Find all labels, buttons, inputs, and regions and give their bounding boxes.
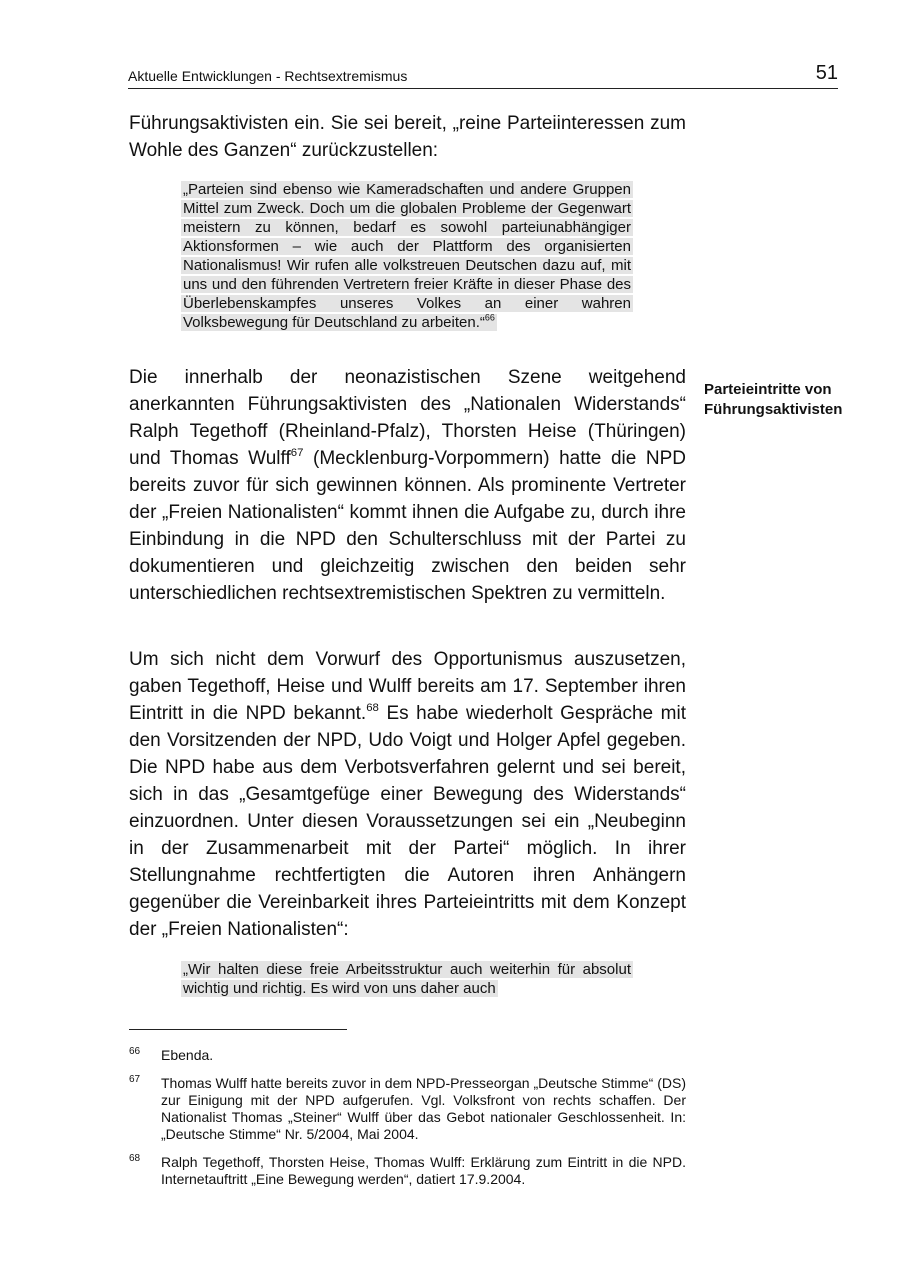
running-title: Aktuelle Entwicklungen - Rechtsextremismus [128, 68, 408, 84]
footnote-text: Ebenda. [161, 1047, 214, 1063]
quote-2-highlight [181, 961, 633, 997]
footnote-number: 66 [129, 1046, 141, 1057]
footnote-text: Ralph Tegethoff, Thorsten Heise, Thomas Wulff: Erklärung zum Eintritt in die NPD. Internetauftritt „Eine Bewegung werden“, datiert 17.9.2004. [161, 1154, 686, 1187]
paragraph-2-part-2: (Mecklenburg-Vorpommern) hatte die NPD bereits zuvor für sich gewinnen können. Als prominente Vertreter der „Freien Nationalisten“ kommt ihnen die Aufgabe zu, durch ihre Einbindung in die NPD den Schulterschluss mit der Partei zu dokumentieren und gleichzeitig zwischen den beiden sehr unterschiedlichen rechtsextremistischen Spektren zu vermitteln. [129, 448, 686, 604]
page-number: 51 [815, 62, 838, 84]
quote-2-text: „Wir halten diese freie Arbeitsstruktur auch weiterhin für absolut wichtig und richtig. Es wird von uns daher auch [183, 961, 631, 997]
paragraph-3-part-1: Um sich nicht dem Vorwurf des Opportunismus auszusetzen, gaben Tegethoff, Heise und Wulff bereits am 17. September ihren Eintritt in die NPD bekannt. [129, 649, 686, 724]
block-quote-1 [181, 180, 633, 332]
footnote-ref-67[interactable]: 67 [290, 447, 304, 460]
footnote-separator [129, 1029, 347, 1030]
page-header [128, 62, 838, 89]
margin-note: Parteieintritte von Führungsaktivisten [704, 381, 843, 418]
footnote-number: 67 [129, 1074, 141, 1085]
paragraph-3-part-2: Es habe wiederholt Gespräche mit den Vorsitzenden der NPD, Udo Voigt und Holger Apfel gegeben. Die NPD habe aus dem Verbotsverfahren gelernt und sei bereit, sich in das „Gesamtgefüge einer Bewegung des Widerstands“ einzuordnen. Unter diesen Voraussetzungen sei ein „Neubeginn in der Zusammenarbeit mit der Partei“ möglich. In ihrer Stellungnahme rechtfertigten die Autoren ihren Anhängern gegenüber die Vereinbarkeit ihres Parteieintritts mit dem Konzept der „Freien Nationalisten“: [129, 703, 686, 940]
footnote-ref-66[interactable]: 66 [484, 312, 495, 323]
quote-1-text: „Parteien sind ebenso wie Kameradschaften und andere Gruppen Mittel zum Zweck. Doch um die globalen Probleme der Gegenwart meistern zu können, bedarf es sowohl parteiunabhängiger Aktionsformen – wie auch der Plattform des organisierten Nationalismus! Wir rufen alle volkstreuen Deutschen dazu auf, mit uns und den führenden Vertretern freier Kräfte in dieser Phase des Überlebenskampfes unseres Volkes an einer wahren Volksbewegung für Deutschland zu arbeiten.“ [183, 181, 631, 331]
footnote-ref-68[interactable]: 68 [366, 702, 379, 715]
footnote-text: Thomas Wulff hatte bereits zuvor in dem NPD-Presseorgan „Deutsche Stimme“ (DS) zur Einigung mit der NPD aufgerufen. Vgl. Volksfront von rechts schaffen. Der Nationalist Thomas „Steiner“ Wulff über das Gebot nationaler Geschlossenheit. In: „Deutsche Stimme“ Nr. 5/2004, Mai 2004. [161, 1075, 686, 1142]
paragraph-opportunismus [129, 646, 686, 943]
paragraph-intro: Führungsaktivisten ein. Sie sei bereit, „reine Parteiinteressen zum Wohle des Ganzen“ zurückzustellen: [129, 113, 686, 161]
block-quote-2 [181, 960, 633, 998]
paragraph-2-part-1: Die innerhalb der neonazistischen Szene weitgehend anerkannten Führungsaktivisten des „Nationalen Widerstands“ Ralph Tegethoff (Rheinland-Pfalz), Thorsten Heise (Thüringen) und Thomas Wulff [129, 367, 686, 469]
quote-1-highlight [181, 181, 633, 331]
paragraph-tegethoff-heise-wulff [129, 364, 686, 607]
footnote-number: 68 [129, 1153, 141, 1164]
